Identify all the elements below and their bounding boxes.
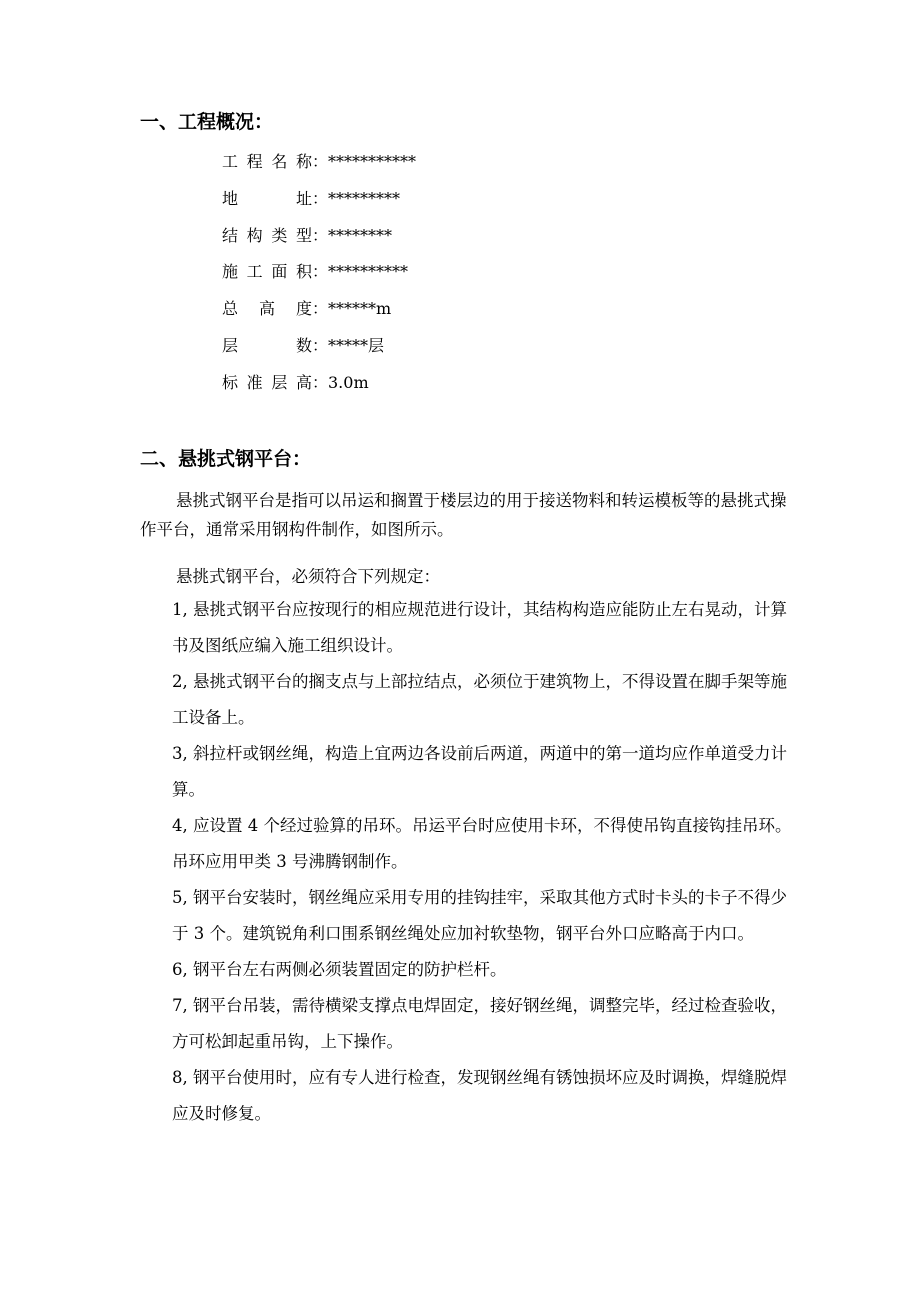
info-label: 结构类型 (222, 225, 312, 245)
info-value: ：******** (312, 225, 393, 245)
info-label: 工程名称 (222, 152, 312, 171)
rules-intro: 悬挑式钢平台，必须符合下列规定： (176, 567, 440, 586)
info-value: ：*********** (312, 152, 417, 171)
info-label: 层数 (222, 335, 312, 355)
definition-paragraph: 悬挑式钢平台是指可以吊运和搁置于楼层边的用于接送物料和转运模板等的悬挑式操作平台，通常采用钢构件制作，如图所示。 (140, 491, 787, 539)
info-label: 地址 (222, 188, 312, 208)
section1-heading: 一、工程概况： (140, 111, 274, 133)
info-row-construction-area (222, 260, 416, 297)
info-label: 标准层高 (222, 372, 312, 392)
info-label: 施工面积 (222, 262, 312, 282)
info-row-floors (222, 334, 416, 371)
rule-item: 2, 悬挑式钢平台的搁支点与上部拉结点，必须位于建筑物上，不得设置在脚手架等施工设备上。 (172, 672, 787, 727)
rule-item: 4, 应设置 4 个经过验算的吊环。吊运平台时应使用卡环，不得使吊钩直接钩挂吊环。吊环应用甲类 3 号沸腾钢制作。 (172, 816, 792, 871)
info-value: ：3.0m (312, 372, 369, 392)
info-row-address (222, 187, 416, 224)
info-value: ：******m (312, 299, 392, 319)
project-info-list (222, 150, 416, 408)
info-label: 总高度 (222, 299, 312, 319)
info-row-total-height (222, 297, 416, 334)
info-row-structure-type (222, 224, 416, 261)
rules-list (172, 592, 797, 1132)
info-value: ：********* (312, 188, 401, 208)
info-row-project-name (222, 150, 416, 187)
rule-item: 5, 钢平台安装时，钢丝绳应采用专用的挂钩挂牢，采取其他方式时卡头的卡子不得少于 3 个。建筑锐角利口围系钢丝绳处应加衬软垫物，钢平台外口应略高于内口。 (172, 888, 787, 943)
rule-item: 7, 钢平台吊装，需待横梁支撑点电焊固定，接好钢丝绳，调整完毕，经过检查验收，方可松卸起重吊钩，上下操作。 (172, 996, 787, 1051)
rule-item: 6, 钢平台左右两侧必须装置固定的防护栏杆。 (172, 960, 507, 979)
rule-item: 1, 悬挑式钢平台应按现行的相应规范进行设计，其结构构造应能防止左右晃动，计算书及图纸应编入施工组织设计。 (172, 600, 787, 655)
info-value: ：********** (312, 262, 409, 282)
rule-item: 3, 斜拉杆或钢丝绳，构造上宜两边各设前后两道，两道中的第一道均应作单道受力计算。 (172, 744, 787, 799)
section2-heading: 二、悬挑式钢平台： (140, 448, 312, 470)
info-value: ：*****层 (312, 335, 385, 355)
info-row-standard-floor-height (222, 371, 416, 408)
rule-item: 8, 钢平台使用时，应有专人进行检查，发现钢丝绳有锈蚀损坏应及时调换，焊缝脱焊应及时修复。 (172, 1068, 787, 1123)
